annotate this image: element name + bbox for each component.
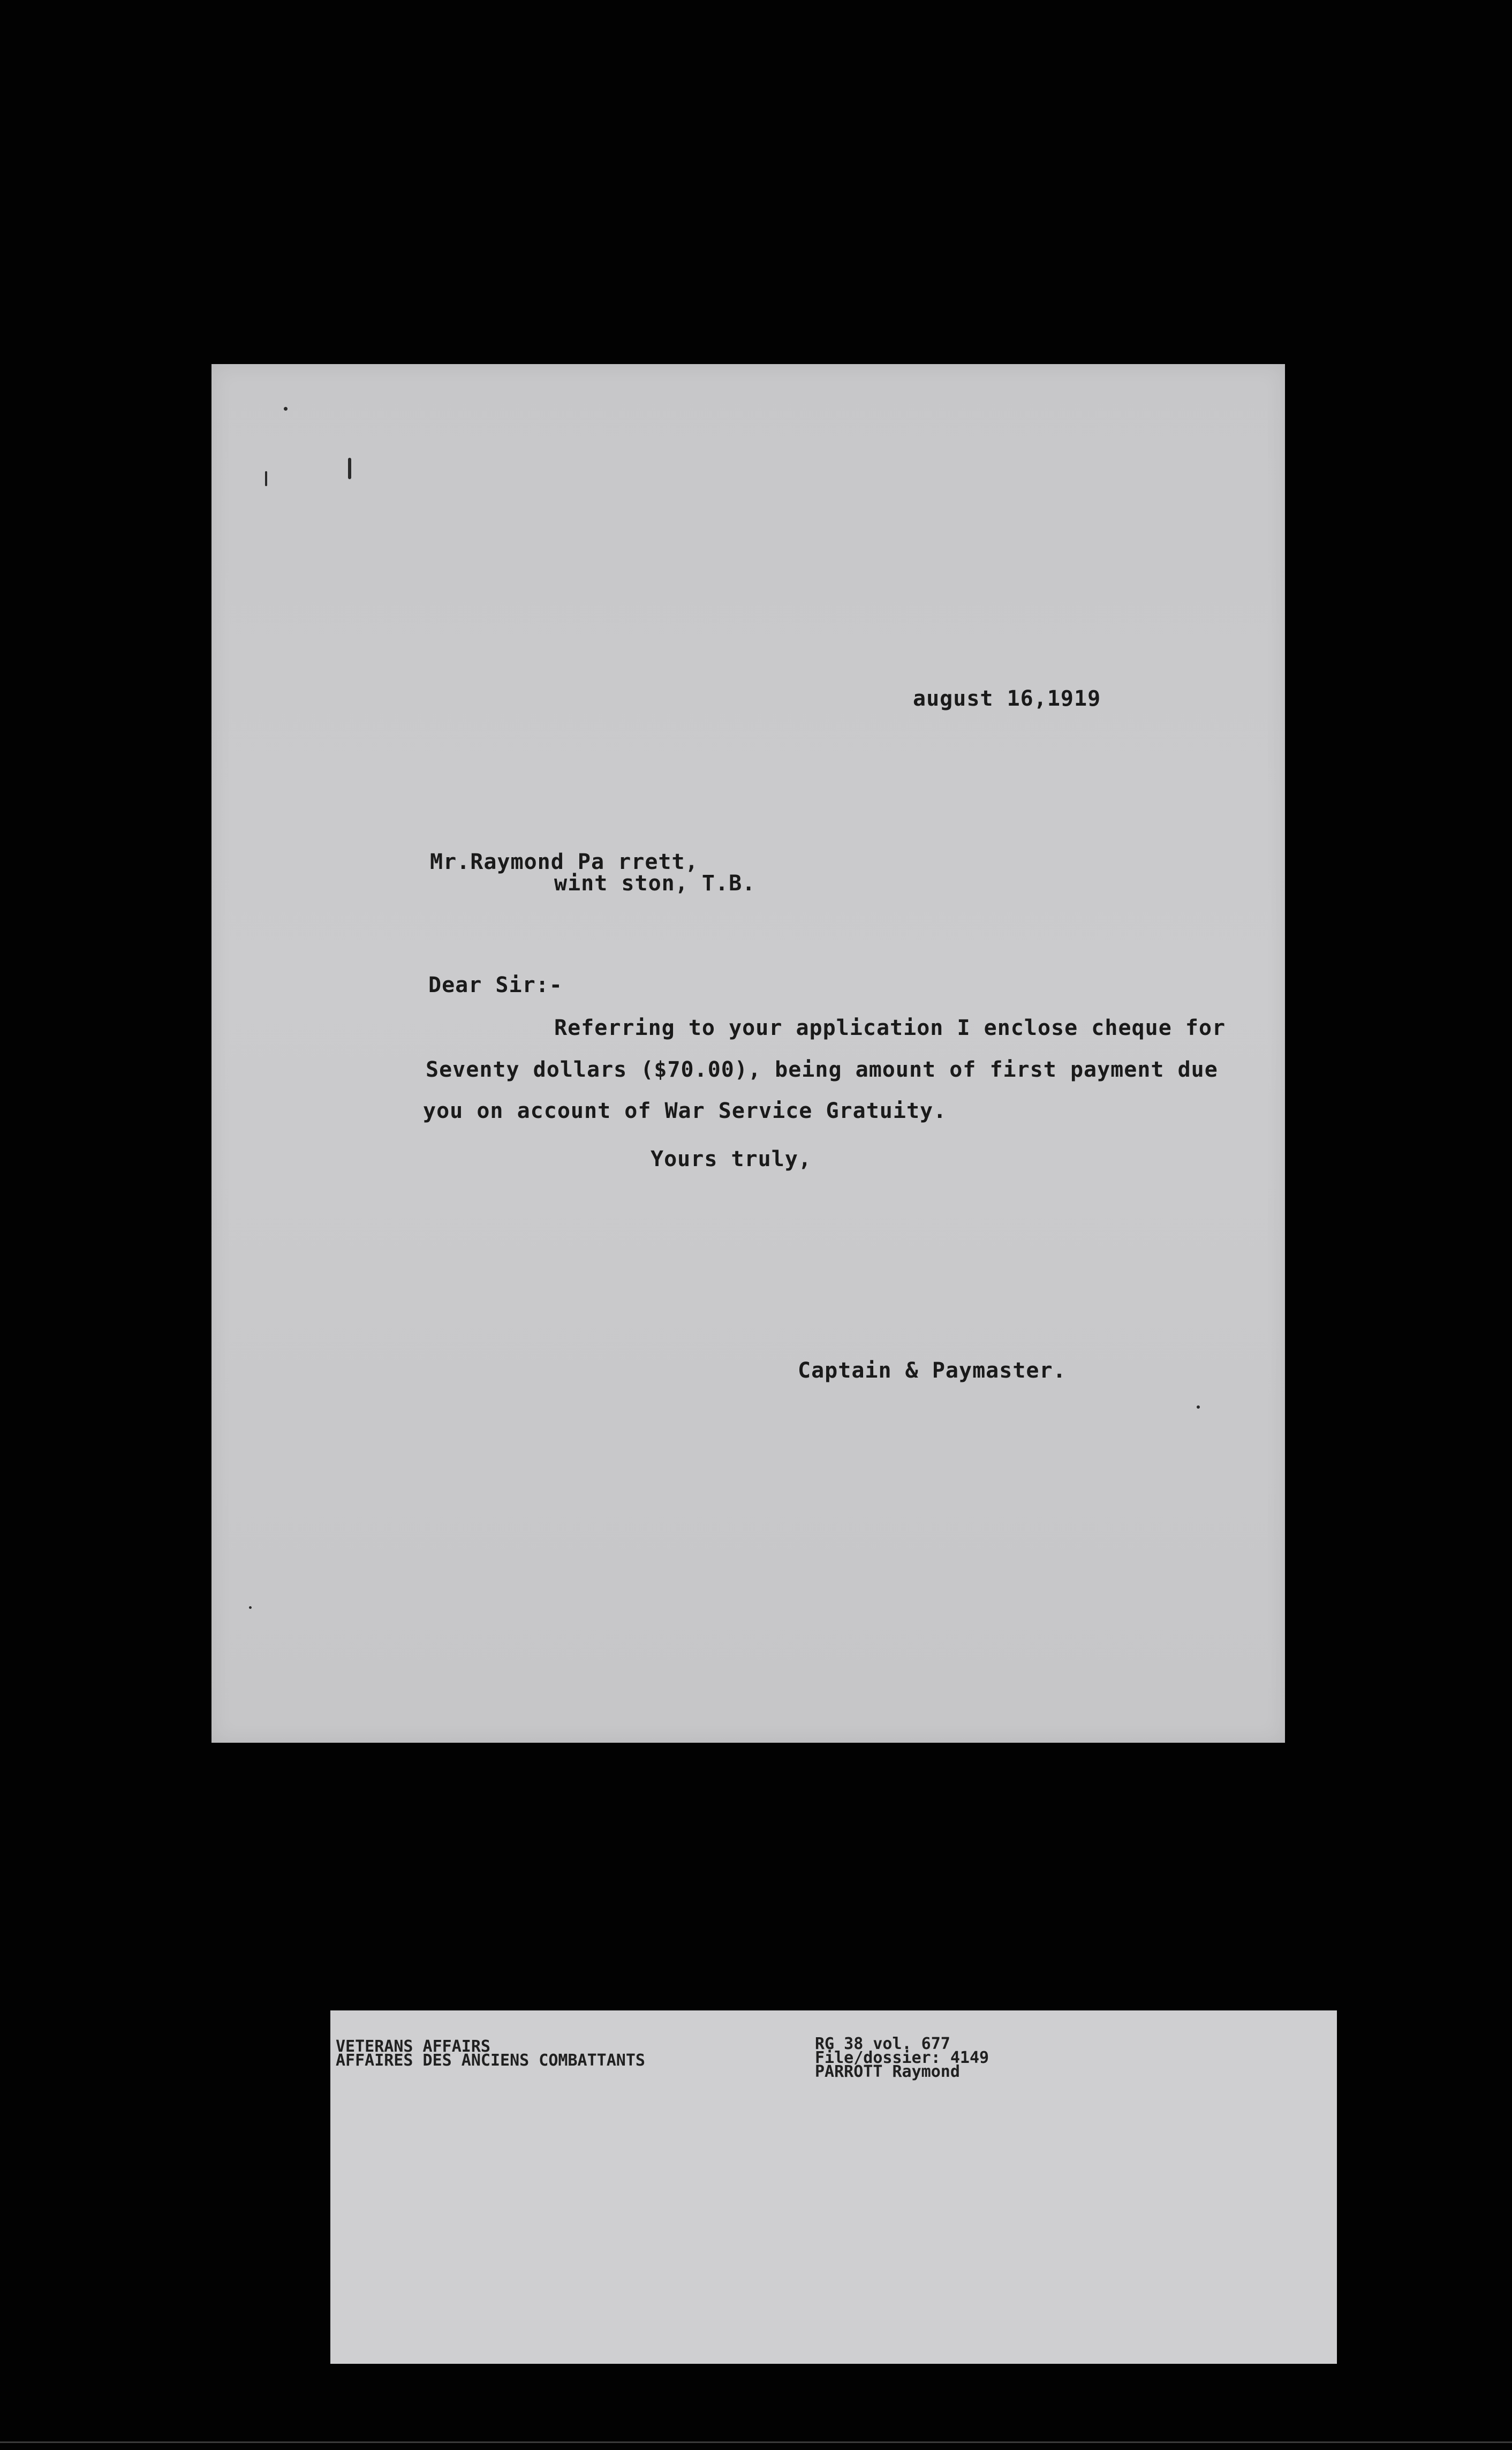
archive-ref-name: PARROTT Raymond [815,2062,960,2081]
letter-body-line-2: Seventy dollars ($70.00), being amount of first payment due [426,1057,1218,1082]
addressee-name: Mr.Raymond Pa rrett, [430,850,699,874]
paper-speck [1197,1405,1200,1409]
signature-title: Captain & Paymaster. [798,1358,1067,1383]
archive-ref-file: File/dossier: 4149 [815,2048,989,2067]
archive-dept-en: VETERANS AFFAIRS [336,2037,490,2056]
letter-page [211,364,1285,1743]
paper-speck [284,407,288,411]
letter-body-line-1: Referring to your application I enclose cheque for [554,1016,1226,1040]
letter-date: august 16,1919 [913,686,1101,711]
letter-body-line-3: you on account of War Service Gratuity. [423,1099,947,1123]
letter-closing: Yours truly, [651,1147,812,1171]
archive-dept-fr: AFFAIRES DES ANCIENS COMBATTANTS [336,2051,645,2070]
salutation: Dear Sir:- [428,973,563,997]
archive-ref-volume: RG 38 vol. 677 [815,2035,950,2053]
paper-speck [249,1606,252,1609]
addressee-place: wint ston, T.B. [554,871,756,896]
paper-speck [348,458,351,479]
archive-label-card [330,2010,1337,2364]
paper-speck [265,471,267,486]
scan-bottom-edge [0,2441,1512,2443]
